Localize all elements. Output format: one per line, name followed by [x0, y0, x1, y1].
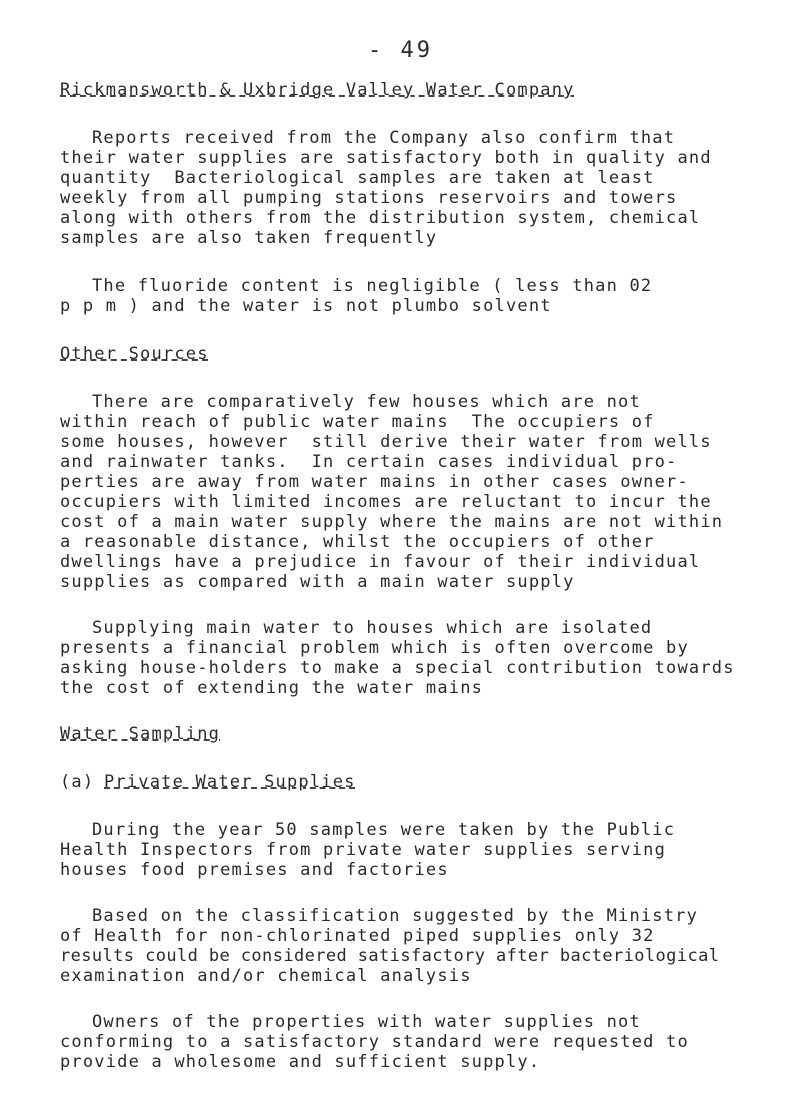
paragraph-line: quantity Bacteriological samples are taken at least [60, 168, 655, 188]
paragraph-line: supplies as compared with a main water supply [60, 572, 575, 592]
paragraph-line: Health Inspectors from private water supplies serving [60, 840, 667, 860]
paragraph-line: presents a financial problem which is often overcome by [60, 638, 689, 658]
paragraph-line: weekly from all pumping stations reservoirs and towers [60, 188, 678, 208]
paragraph-line: of Health for non-chlorinated piped supplies only 32 [60, 926, 655, 946]
paragraph-line: There are comparatively few houses which are not [92, 392, 641, 412]
paragraph-line: conforming to a satisfactory standard were requested to [60, 1032, 689, 1052]
paragraph-line: perties are away from water mains in other cases owner- [60, 472, 689, 492]
paragraph-line: The fluoride content is negligible ( less than 02 [92, 276, 653, 296]
paragraph-line: within reach of public water mains The occupiers of [60, 412, 655, 432]
paragraph-line: asking house-holders to make a special contribution towards [60, 658, 735, 678]
paragraph-line: some houses, however still derive their water from wells [60, 432, 712, 452]
paragraph-line: Supplying main water to houses which are isolated [92, 618, 653, 638]
paragraph-line: Based on the classification suggested by the Ministry [92, 906, 699, 926]
paragraph-line: houses food premises and factories [60, 860, 449, 880]
page-number: - 49 [368, 38, 433, 63]
paragraph-line: along with others from the distribution system, chemical [60, 208, 701, 228]
subsection-heading-private-supplies: Private Water Supplies [104, 772, 356, 792]
paragraph-line: p p m ) and the water is not plumbo solvent [60, 296, 552, 316]
paragraph-line: During the year 50 samples were taken by the Public [92, 820, 676, 840]
paragraph-line: Reports received from the Company also confirm that [92, 128, 676, 148]
paragraph-line: the cost of extending the water mains [60, 678, 484, 698]
paragraph-line: a reasonable distance, whilst the occupiers of other [60, 532, 655, 552]
paragraph-line: examination and/or chemical analysis [60, 966, 472, 986]
paragraph-line: cost of a main water supply where the mains are not within [60, 512, 724, 532]
section-heading-other-sources: Other Sources [60, 344, 209, 364]
paragraph-line: their water supplies are satisfactory both in quality and [60, 148, 712, 168]
paragraph-line: occupiers with limited incomes are reluctant to incur the [60, 492, 712, 512]
paragraph-line: Owners of the properties with water supplies not [92, 1012, 641, 1032]
paragraph-line: and rainwater tanks. In certain cases individual pro- [60, 452, 678, 472]
paragraph-line: results could be considered satisfactory after bacteriological [60, 946, 720, 966]
paragraph-line: provide a wholesome and sufficient supply. [60, 1052, 541, 1072]
subsection-label: (a) [60, 772, 95, 792]
company-heading: Rickmansworth & Uxbridge Valley Water Company [60, 80, 575, 100]
section-heading-water-sampling: Water Sampling [60, 724, 221, 744]
paragraph-line: samples are also taken frequently [60, 228, 438, 248]
paragraph-line: dwellings have a prejudice in favour of their individual [60, 552, 701, 572]
